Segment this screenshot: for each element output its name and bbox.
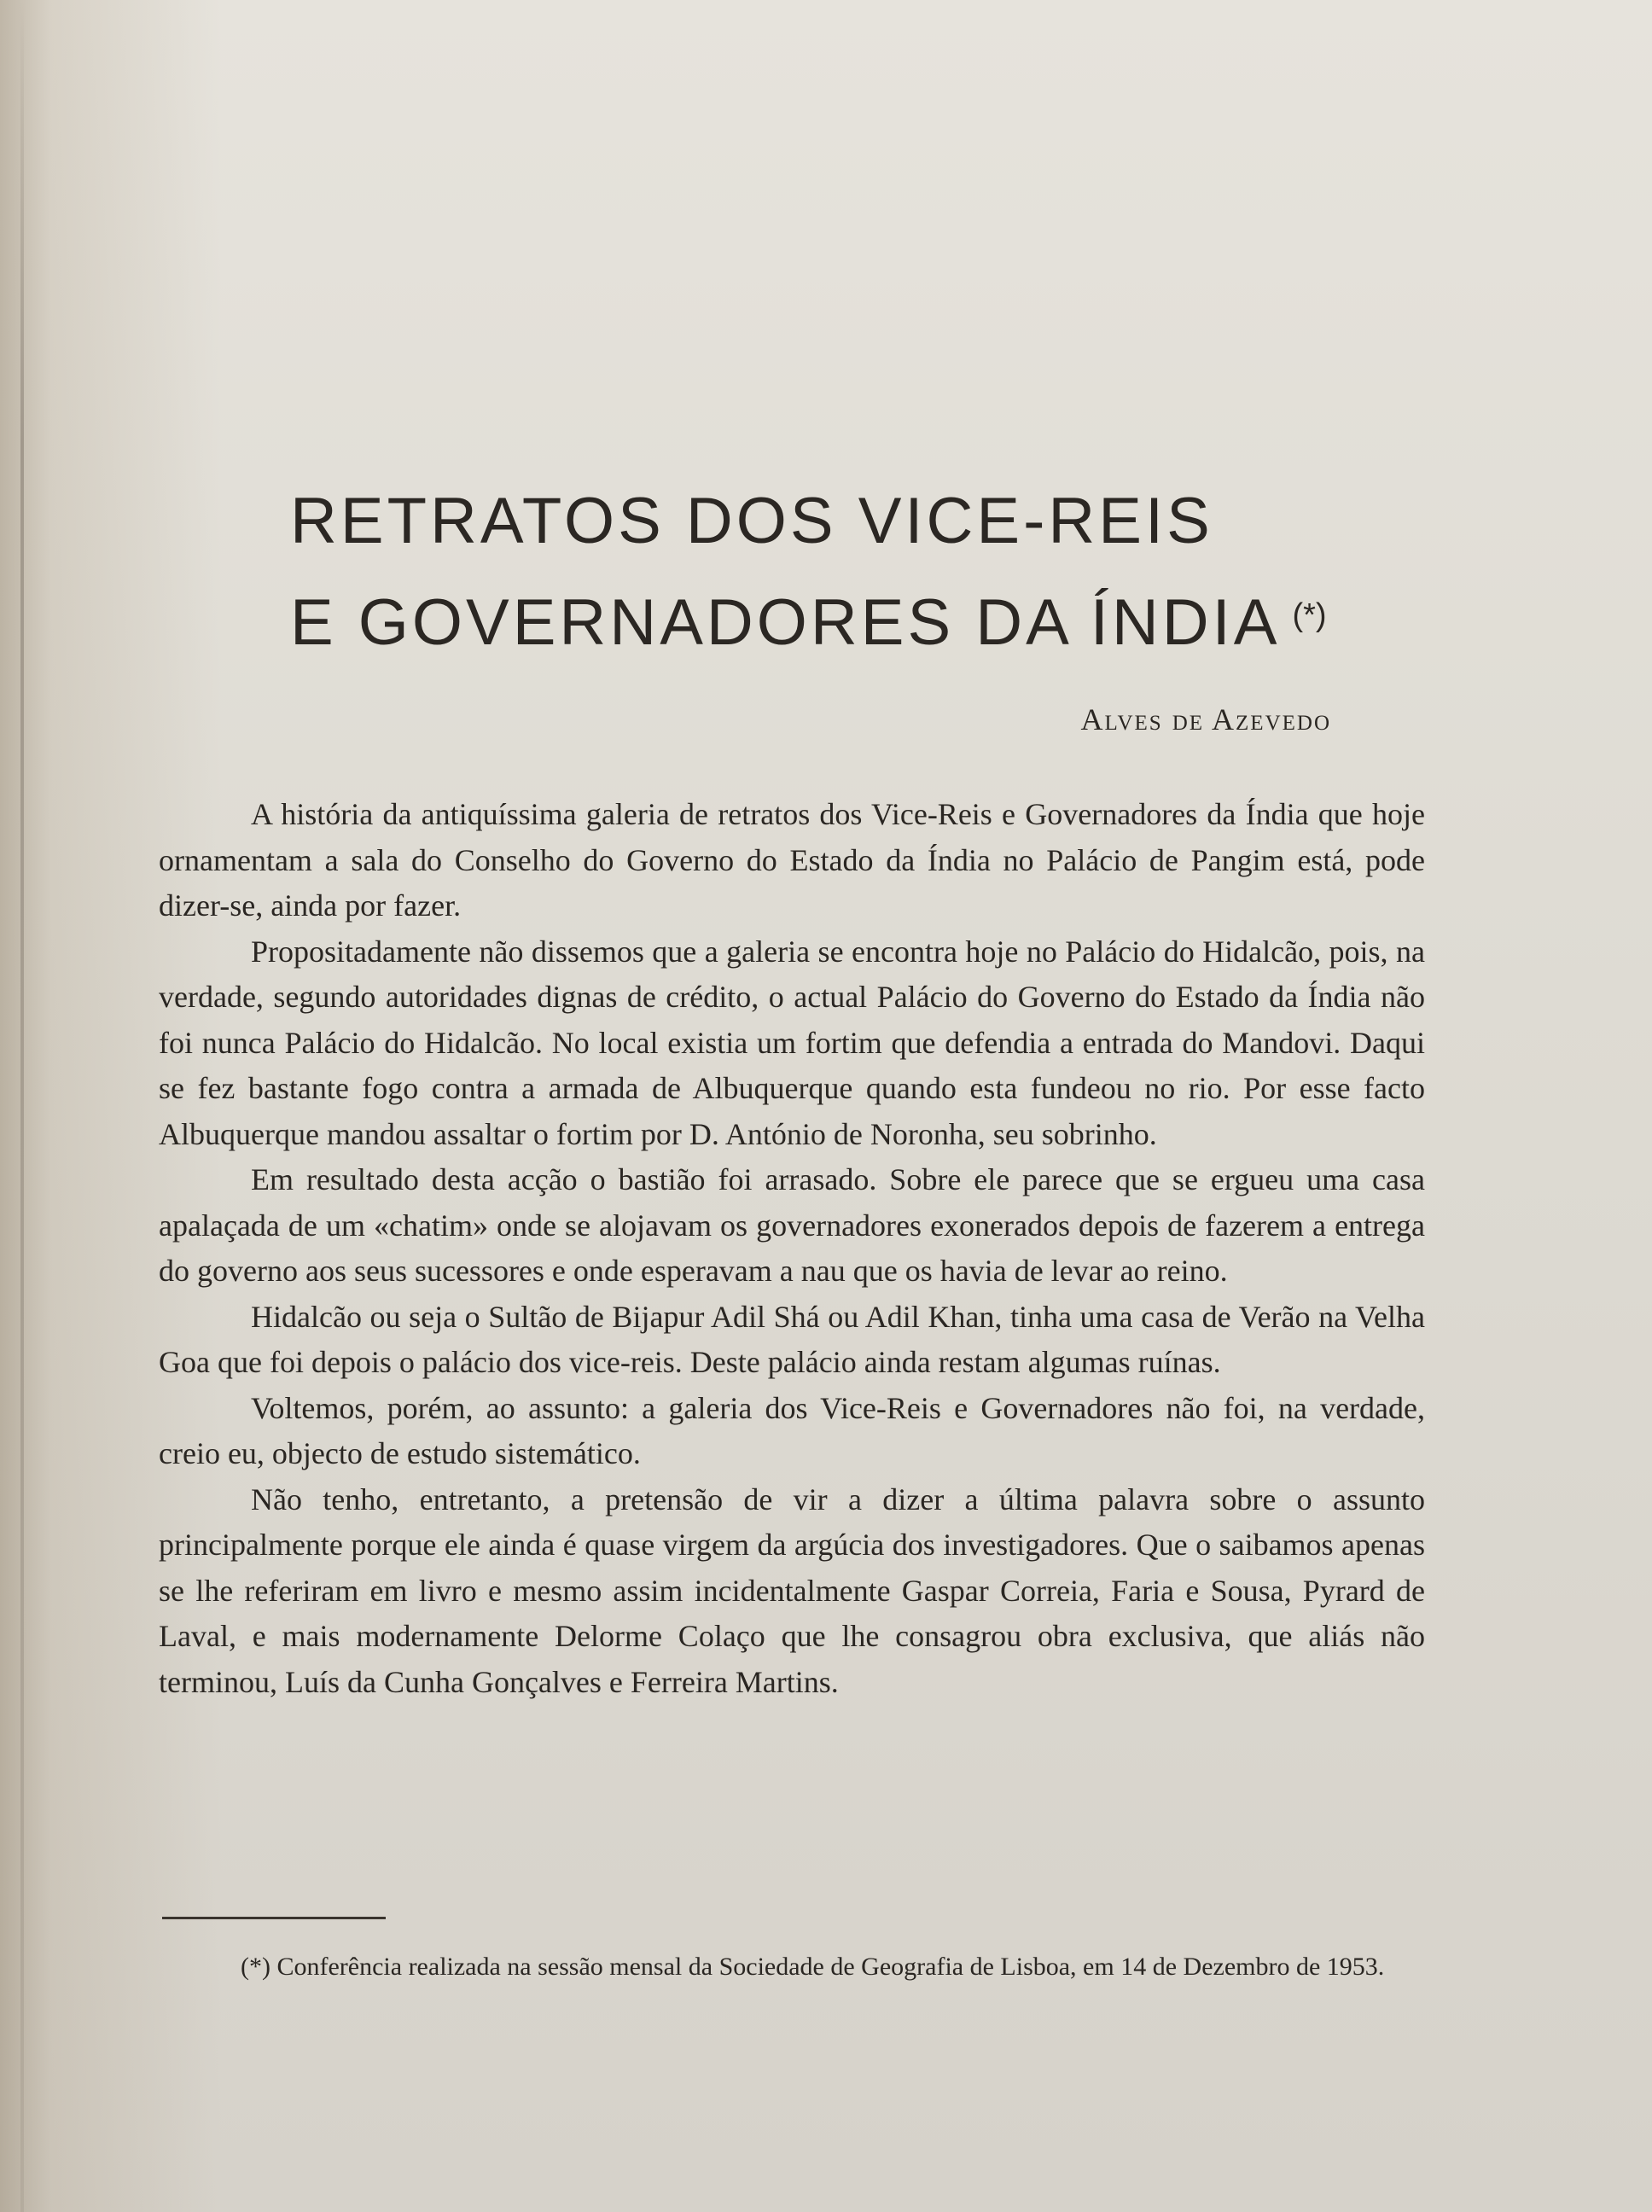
footnote-divider bbox=[162, 1917, 386, 1919]
paragraph: Propositadamente não dissemos que a galeria se encontra hoje no Palácio do Hidalcão, pois, na verdade, segundo autoridades dignas de crédito, o actual Palácio do Governo do Estado da Índia não foi nunca Palácio do Hidalcão. No local existia um fortim que defendia a entrada do Mandovi. Daqui se fez bastante fogo contra a armada de Albuquerque quando esta fundeou no rio. Por esse facto Albuquerque mandou assaltar o fortim por D. António de Noronha, seu sobrinho. bbox=[159, 934, 1425, 1151]
paragraph: A história da antiquíssima galeria de retratos dos Vice-Reis e Governadores da Índia que hoje ornamentam a sala do Conselho do Governo do Estado da Índia no Palácio de Pangim está, pode dizer-se, ainda por fazer. bbox=[159, 797, 1425, 923]
footnote-text: Conferência realizada na sessão mensal da Sociedade de Geografia de Lisboa, em 14 de Dezembro de 1953. bbox=[276, 1953, 1385, 1981]
paragraph: Não tenho, entretanto, a pretensão de vir a dizer a última palavra sobre o assunto principalmente porque ele ainda é quase virgem da argúcia dos investigadores. Que o saibamos apenas se lhe referiram em livro e mesmo assim incidentalmente Gaspar Correia, Faria e Sousa, Pyrard de Laval, e mais modernamente Delorme Colaço que lhe consagrou obra exclusiva, que aliás não terminou, Luís da Cunha Gonçalves e Ferreira Martins. bbox=[159, 1481, 1425, 1699]
footnote-mark: (*) bbox=[241, 1953, 270, 1981]
title-line-1 bbox=[290, 474, 1399, 568]
title-line-2 bbox=[290, 568, 1399, 670]
article-body bbox=[159, 792, 1425, 1705]
title-line-1-text: RETRATOS DOS VICE-REIS bbox=[290, 485, 1213, 557]
paragraph: Voltemos, porém, ao assunto: a galeria dos Vice-Reis e Governadores não foi, na verdade, creio eu, objecto de estudo sistemático. bbox=[159, 1390, 1425, 1470]
article-title bbox=[290, 474, 1399, 670]
title-footnote-ref: (*) bbox=[1292, 597, 1327, 633]
article-author: Alves de Azevedo bbox=[1080, 702, 1331, 736]
page-binding-shadow bbox=[20, 0, 24, 2212]
paragraph: Hidalcão ou seja o Sultão de Bijapur Adil Shá ou Adil Khan, tinha uma casa de Verão na Velha Goa que foi depois o palácio dos vice-reis. Deste palácio ainda restam algumas ruínas. bbox=[159, 1299, 1425, 1379]
footnote bbox=[162, 1947, 1416, 1987]
paragraph: Em resultado desta acção o bastião foi arrasado. Sobre ele parece que se ergueu uma casa apalaçada de um «chatim» onde se alojavam os governadores exonerados depois de fazerem a entrega do governo aos seus sucessores e onde esperavam a nau que os havia de levar ao reino. bbox=[159, 1162, 1425, 1288]
title-line-2-text: E GOVERNADORES DA ÍNDIA bbox=[290, 586, 1281, 659]
